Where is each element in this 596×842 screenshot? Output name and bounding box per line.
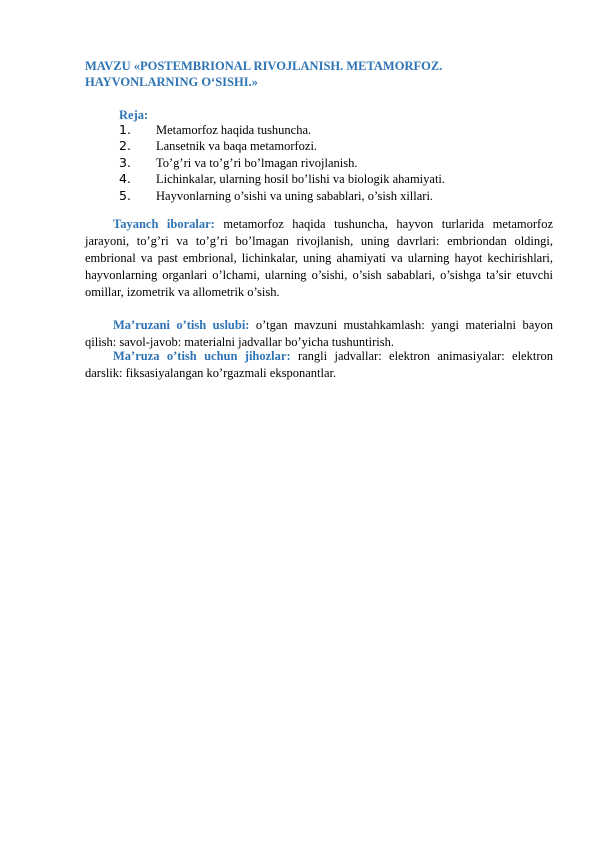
equipment-paragraph bbox=[85, 348, 553, 382]
plan-item-text: Hayvonlarning o’sishi va uning sabablari, o’sish xillari. bbox=[156, 188, 434, 203]
document-title bbox=[85, 58, 515, 90]
plan-item bbox=[119, 188, 519, 204]
plan-item bbox=[119, 138, 519, 154]
keywords-paragraph bbox=[85, 216, 553, 301]
plan-item-number: 4. bbox=[119, 171, 131, 187]
equipment-label: Ma’ruza o’tish uchun jihozlar: bbox=[113, 349, 291, 363]
plan-item bbox=[119, 122, 519, 138]
keywords-label: Tayanch iboralar: bbox=[113, 217, 215, 231]
plan-label: Reja: bbox=[119, 108, 149, 122]
plan-item bbox=[119, 155, 519, 171]
plan-list bbox=[119, 122, 519, 204]
plan-item bbox=[119, 171, 519, 187]
title-line-1: MAVZU «POSTEMBRIONAL RIVOJLANISH. METAMORFOZ. bbox=[85, 59, 443, 73]
plan-item-number: 1. bbox=[119, 122, 131, 137]
title-line-2: HAYVONLARNING O‘SISHI.» bbox=[85, 75, 258, 89]
method-text: o’tgan mavzuni mustahkamlash: yangi materialni bayon qilish: savol-javob: materialni jadvallar bo’yicha tushuntirish. bbox=[85, 318, 553, 349]
keywords-text: metamorfoz haqida tushuncha, hayvon turlarida metamorfoz jarayoni, to’g’ri va to’g’ri bo’lmagan rivojlanish, uning davrlari: embriondan oldingi, embrional va past embrional, lichinkalar, uning ahamiyati va ularning hayot kechirishlari, hayvonlarning organlari o’lchami, ularning o’sishi, o’sish sabablari, o’sishga ta’sir etuvchi omillar, izometrik va allometrik o’sish. bbox=[85, 217, 553, 299]
equipment-text: rangli jadvallar: elektron animasiyalar: elektron darslik: fiksasiyalangan ko’rgazmali eksponantlar. bbox=[85, 349, 553, 380]
plan-item-number: 3. bbox=[119, 154, 131, 170]
plan-item-text: Metamorfoz haqida tushuncha. bbox=[156, 123, 312, 137]
method-label: Ma’ruzani o’tish uslubi: bbox=[113, 318, 250, 332]
plan-item-text: Lansetnik va baqa metamorfozi. bbox=[156, 139, 318, 154]
plan-item-text: Lichinkalar, ularning hosil bo’lishi va biologik ahamiyati. bbox=[156, 172, 446, 187]
plan-item-number: 5. bbox=[119, 187, 131, 203]
plan-item-text: To’g’ri va to’g’ri bo’lmagan rivojlanish. bbox=[156, 155, 358, 170]
method-paragraph bbox=[85, 317, 553, 351]
plan-item-number: 2. bbox=[119, 138, 131, 154]
